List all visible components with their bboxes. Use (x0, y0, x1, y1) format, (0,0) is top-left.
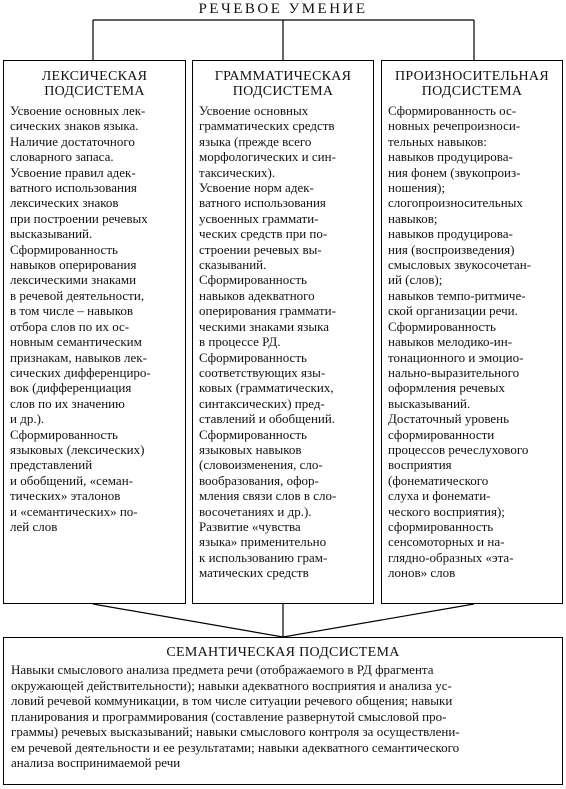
speech-skill-title: РЕЧЕВОЕ УМЕНИЕ (198, 1, 368, 17)
lexical-subsystem-title: ЛЕКСИЧЕСКАЯ ПОДСИСТЕМА (41, 69, 148, 99)
lexical-subsystem-text: Усвоение основных лек- сических знаков языка. Наличие достаточного словарного запаса. Усвоение правил адек- ватного использования лексических знаков при построении речевых высказываний. Сформированность навыков оперирования лексическими знаками в речевой деятельности, в том числе – навыков отбора слов по их ос- новным семантическим признакам, навыков лек- сических дифференциро- вок (дифференциация слов по их значению и др.). Сформированность языковых (лексических) представлений и обобщений, «семан- тических» эталонов и «семантических» по- лей слов (10, 103, 151, 534)
connector-lexical-to-semantic (93, 604, 283, 637)
lexical-subsystem-box (3, 60, 186, 604)
pronunciation-subsystem-title: ПРОИЗНОСИТЕЛЬНАЯ ПОДСИСТЕМА (395, 69, 549, 99)
pronunciation-subsystem-box (381, 60, 563, 604)
connector-pronunciation-to-semantic (283, 604, 474, 637)
grammatical-subsystem-title: ГРАММАТИЧЕСКАЯ ПОДСИСТЕМА (214, 69, 352, 99)
semantic-subsystem-title: СЕМАНТИЧЕСКАЯ ПОДСИСТЕМА (166, 645, 400, 660)
semantic-subsystem-text: Навыки смыслового анализа предмета речи (отображаемого в РД фрагмента окружающей действительности); навыки адекватного восприятия и анализа ус- ловий речевой коммуникации, в том числе ситуации речевого общения; навыки планирования и программирования (составление развернутой смысловой про- граммы) речевых высказываний; навыки смыслового контроля за осуществлени- ем речевой деятельности и ее результатами; навыки адекватного семантического анализа воспринимаемой речи (11, 662, 460, 770)
pronunciation-subsystem-text: Сформированность ос- новных речепроизноси- тельных навыков: навыков продуцирова- ния фонем (звукопроиз- ношения); слогопроизносительных навыков; навыков продуцирова- ния (воспроизведения) смысловых звукосочетан- ий (слов); навыков темпо-ритмиче- ской организации речи. Сформированность навыков мелодико-ин- тонационного и эмоцио- нально-выразительного оформления речевых высказываний. Достаточный уровень сформированности процессов речеслухового восприятия (фонематического слуха и фонемати- ческого восприятия); сформированность сенсомоторных и на- глядно-образных «эта- лонов» слов (388, 103, 532, 581)
grammatical-subsystem-box (192, 60, 374, 604)
grammatical-subsystem-text: Усвоение основных грамматических средств языка (прежде всего морфологических и син- таксических). Усвоение норм адек- ватного использования усвоенных граммати- ческих средств при по- строении речевых вы- сказываний. Сформированность навыков адекватного оперирования граммати- ческими знаками языка в процессе РД. Сформированность соответствующих язы- ковых (грамматических, синтаксических) пред- ставлений и обобщений. Сформированность языковых навыков (словоизменения, сло- вообразования, офор- мления связи слов в сло- восочетаниях и др.). Развитие «чувства языка» применительно к использованию грам- матических средств (199, 103, 337, 581)
semantic-subsystem-box (3, 637, 563, 785)
